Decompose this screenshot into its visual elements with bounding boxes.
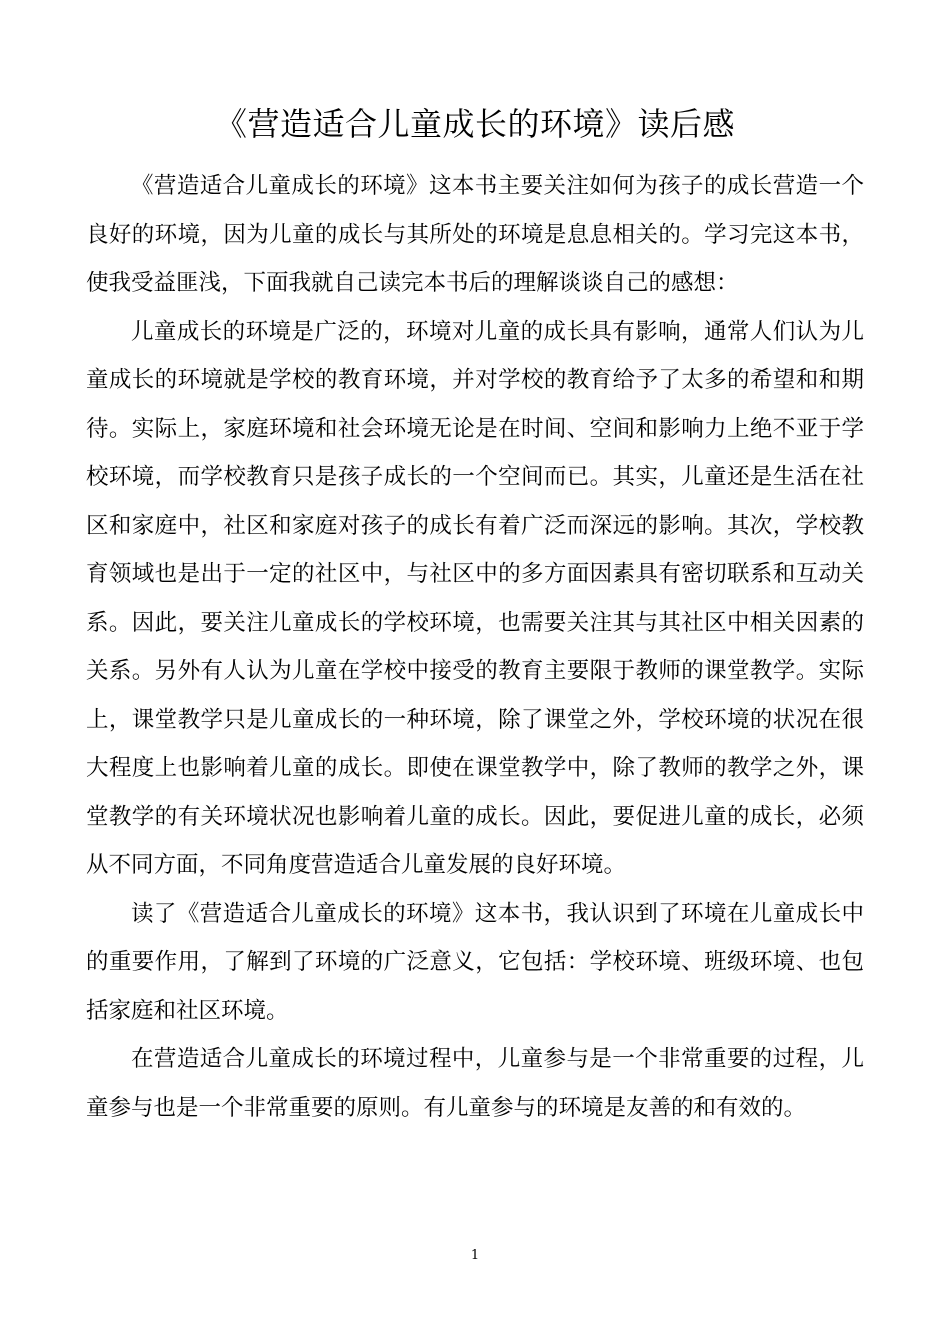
- page-number: 1: [470, 1248, 480, 1263]
- paragraph-environment: 儿童成长的环境是广泛的，环境对儿童的成长具有影响，通常人们认为儿童成长的环境就是学校的教育环境，并对学校的教育给予了太多的希望和和期待。实际上，家庭环境和社会环境无论是在时间、空间和影响力上绝不亚于学校环境，而学校教育只是孩子成长的一个空间而已。其实，儿童还是生活在社区和家庭中，社区和家庭对孩子的成长有着广泛而深远的影响。其次，学校教育领域也是出于一定的社区中，与社区中的多方面因素具有密切联系和互动关系。因此，要关注儿童成长的学校环境，也需要关注其与其社区中相关因素的关系。另外有人认为儿童在学校中接受的教育主要限于教师的课堂教学。实际上，课堂教学只是儿童成长的一种环境，除了课堂之外，学校环境的状况在很大程度上也影响着儿童的成长。即使在课堂教学中，除了教师的教学之外，课堂教学的有关环境状况也影响着儿童的成长。因此，要促进儿童的成长，必须从不同方面，不同角度营造适合儿童发展的良好环境。: [86, 318, 864, 878]
- document-body: [86, 162, 864, 1132]
- paragraph-intro: 《营造适合儿童成长的环境》这本书主要关注如何为孩子的成长营造一个良好的环境，因为儿童的成长与其所处的环境是息息相关的。学习完这本书，使我受益匪浅，下面我就自己读完本书后的理解谈谈自己的感想：: [86, 173, 864, 296]
- paragraph-reflection: 读了《营造适合儿童成长的环境》这本书，我认识到了环境在儿童成长中的重要作用，了解到了环境的广泛意义，它包括：学校环境、班级环境、也包括家庭和社区环境。: [86, 900, 864, 1024]
- paragraph-participation: 在营造适合儿童成长的环境过程中，儿童参与是一个非常重要的过程，儿童参与也是一个非常重要的原则。有儿童参与的环境是友善的和有效的。: [86, 1046, 864, 1121]
- document-title: 《营造适合儿童成长的环境》读后感: [214, 105, 735, 143]
